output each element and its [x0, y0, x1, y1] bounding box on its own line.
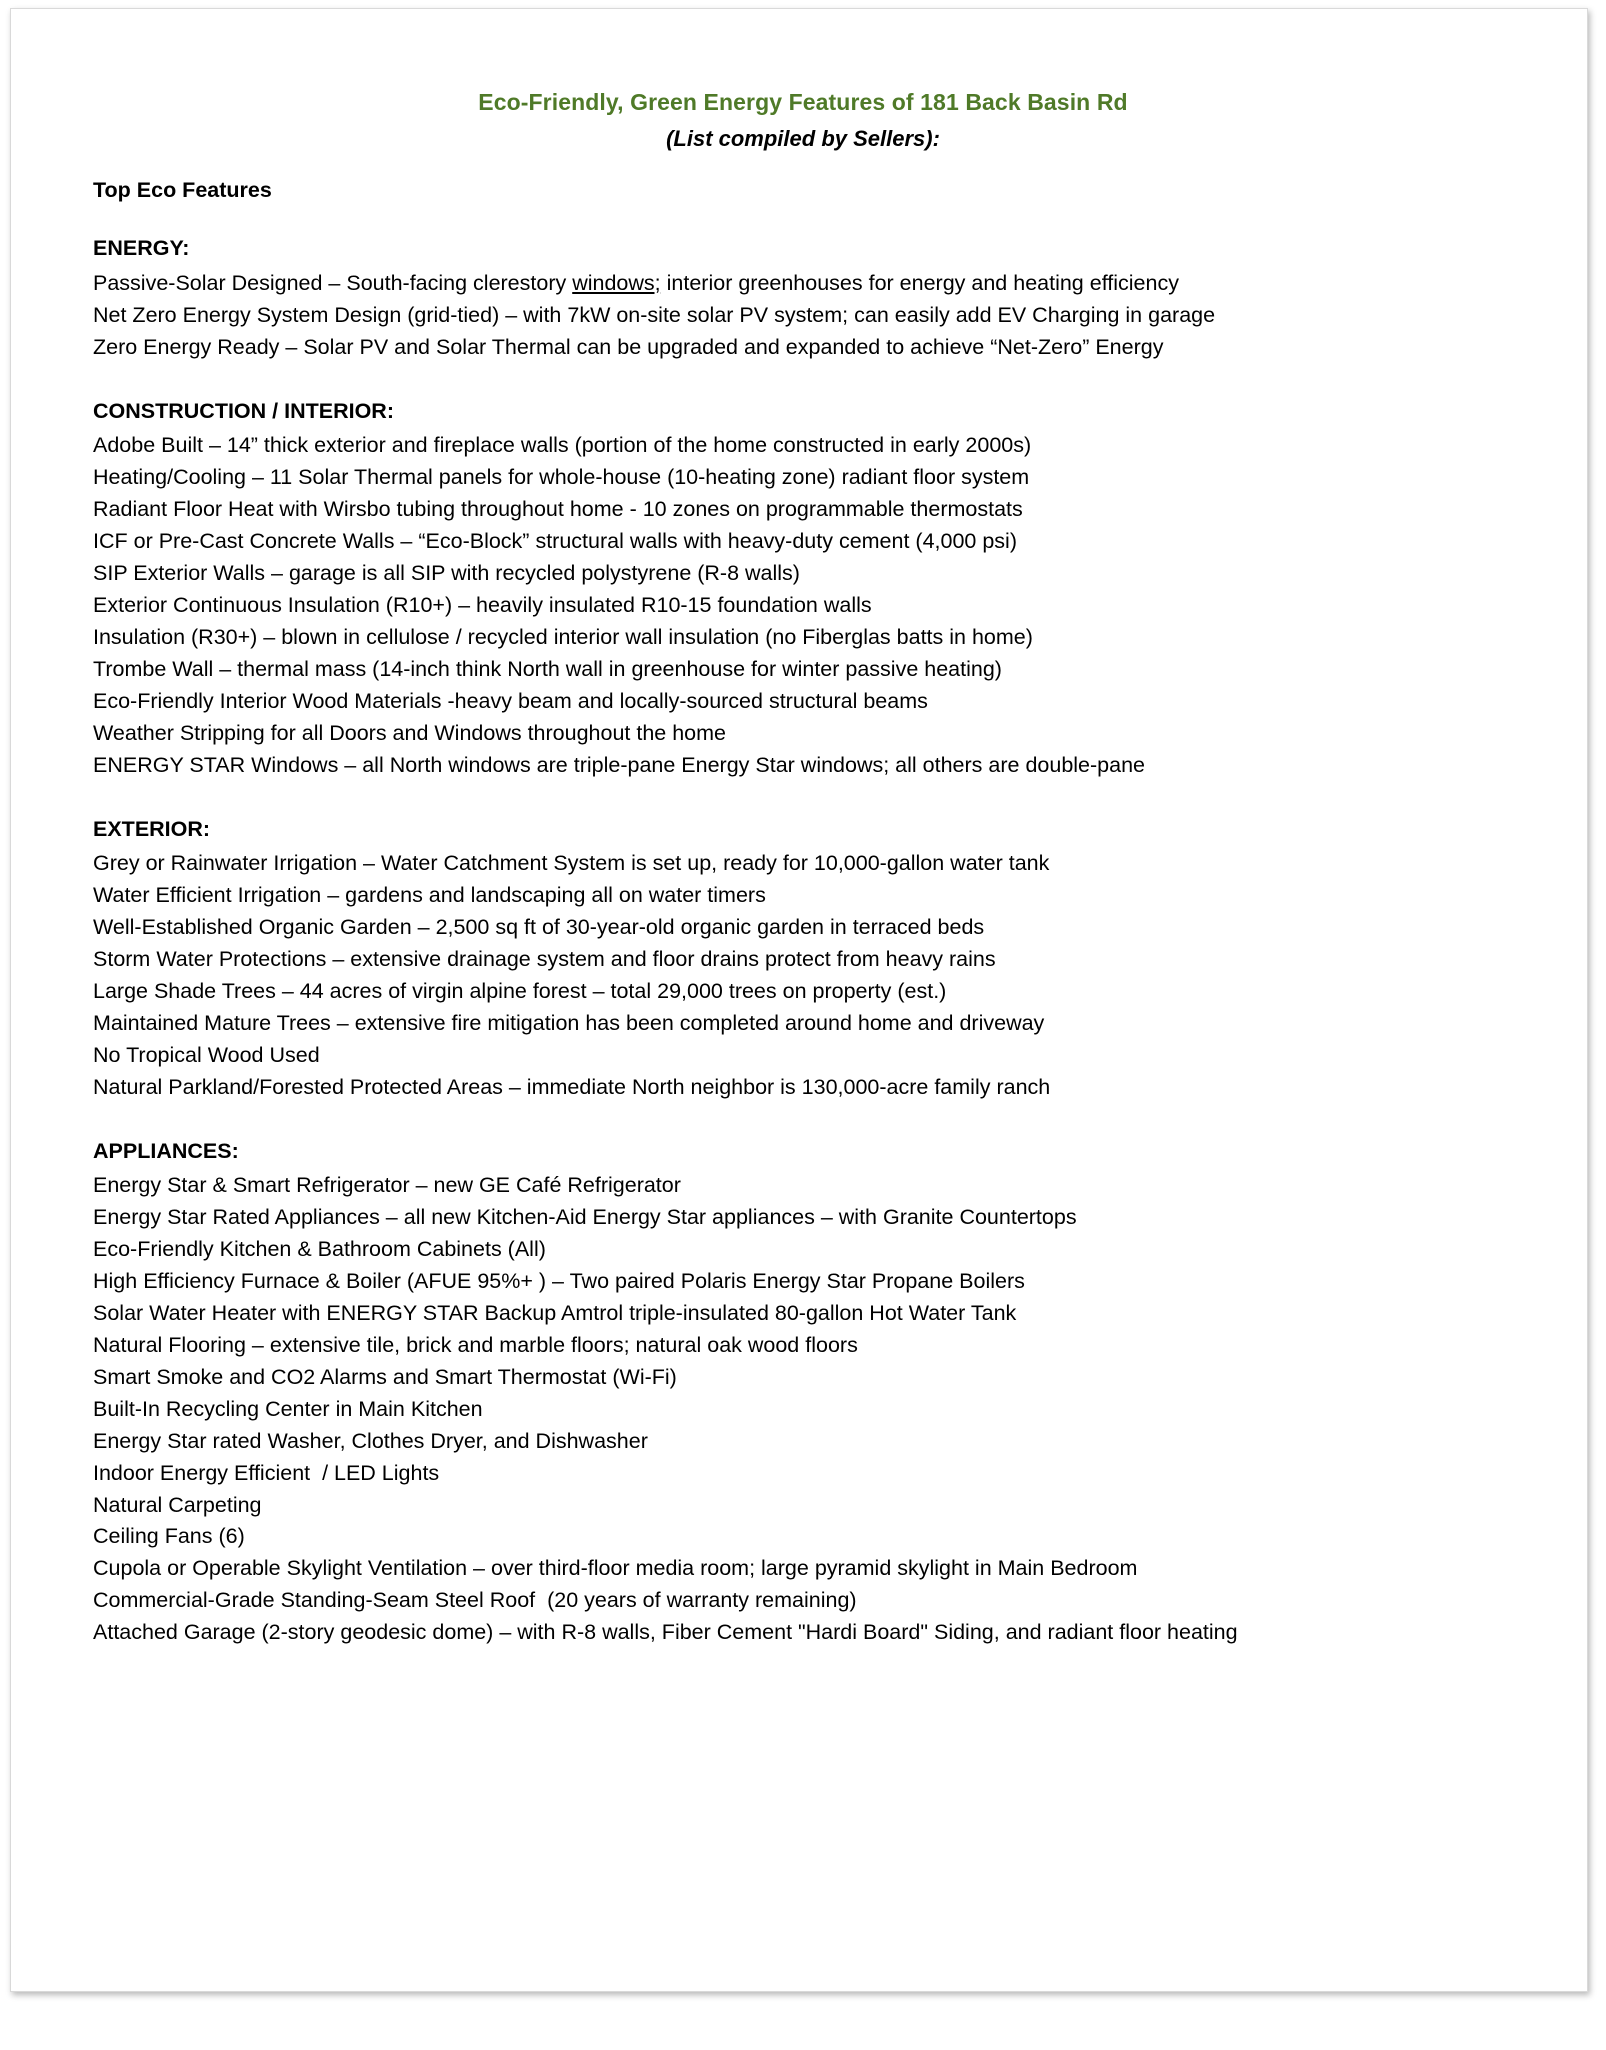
page-subtitle: (List compiled by Sellers): [666, 125, 940, 151]
feature-line: ENERGY STAR Windows – all North windows are triple-pane Energy Star windows; all others are double-pane [93, 752, 1145, 777]
feature-line: Zero Energy Ready – Solar PV and Solar Thermal can be upgraded and expanded to achieve “Net-Zero” Energy [93, 334, 1164, 359]
section-heading: EXTERIOR: [93, 816, 211, 841]
lead-heading: Top Eco Features [93, 177, 272, 202]
feature-line: Smart Smoke and CO2 Alarms and Smart Thermostat (Wi-Fi) [93, 1364, 677, 1389]
feature-line: Well-Established Organic Garden – 2,500 sq ft of 30-year-old organic garden in terraced beds [93, 915, 985, 940]
feature-line-text-tail: interior greenhouses for energy and heating efficiency [660, 270, 1179, 295]
feature-line: Net Zero Energy System Design (grid-tied) – with 7kW on-site solar PV system; can easily add EV Charging in garage [93, 302, 1216, 327]
feature-line: Ceiling Fans (6) [93, 1524, 245, 1549]
feature-line: Grey or Rainwater Irrigation – Water Catchment System is set up, ready for 10,000-gallon water tank [93, 851, 1050, 876]
document-body [93, 87, 1513, 1649]
feature-line: Solar Water Heater with ENERGY STAR Backup Amtrol triple-insulated 80-gallon Hot Water Tank [93, 1301, 1017, 1326]
feature-line: Large Shade Trees – 44 acres of virgin alpine forest – total 29,000 trees on property (est.) [93, 978, 947, 1003]
feature-line: Water Efficient Irrigation – gardens and landscaping all on water timers [93, 883, 766, 908]
section-heading: CONSTRUCTION / INTERIOR: [93, 399, 394, 424]
feature-line: Energy Star Rated Appliances – all new Kitchen-Aid Energy Star appliances – with Granite Countertops [93, 1205, 1077, 1230]
feature-line: Trombe Wall – thermal mass (14-inch think North wall in greenhouse for winter passive heating) [93, 656, 1002, 681]
feature-line: Attached Garage (2-story geodesic dome) – with R-8 walls, Fiber Cement "Hardi Board" Siding, and radiant floor heating [93, 1620, 1238, 1645]
feature-line: Eco-Friendly Interior Wood Materials -heavy beam and locally-sourced structural beams [93, 688, 928, 713]
feature-line: SIP Exterior Walls – garage is all SIP with recycled polystyrene (R-8 walls) [93, 561, 800, 586]
sections-container [93, 234, 1513, 1648]
feature-line: Heating/Cooling – 11 Solar Thermal panels for whole-house (10-heating zone) radiant floor system [93, 465, 1030, 490]
feature-line: No Tropical Wood Used [93, 1042, 320, 1067]
document-section [93, 1137, 1513, 1649]
feature-line: Cupola or Operable Skylight Ventilation – over third-floor media room; large pyramid skylight in Main Bedroom [93, 1556, 1138, 1581]
feature-line: Insulation (R30+) – blown in cellulose / recycled interior wall insulation (no Fiberglas batts in home) [93, 624, 1033, 649]
document-section [93, 234, 1513, 363]
feature-line: Maintained Mature Trees – extensive fire mitigation has been completed around home and driveway [93, 1010, 1045, 1035]
document-section [93, 397, 1513, 781]
feature-line: Natural Flooring – extensive tile, brick and marble floors; natural oak wood floors [93, 1333, 858, 1357]
feature-line: Adobe Built – 14” thick exterior and fireplace walls (portion of the home constructed in early 2000s) [93, 433, 1032, 458]
paper-sheet [10, 8, 1588, 1992]
feature-line: Storm Water Protections – extensive drainage system and floor drains protect from heavy rains [93, 947, 996, 972]
feature-line: Built-In Recycling Center in Main Kitchen [93, 1396, 483, 1421]
underlined-text: windows; [572, 270, 661, 295]
feature-line: Natural Carpeting [93, 1492, 262, 1517]
document-section [93, 815, 1513, 1103]
feature-line: Weather Stripping for all Doors and Windows throughout the home [93, 720, 727, 745]
feature-line: Indoor Energy Efficient / LED Lights [93, 1460, 440, 1485]
feature-line-text: Passive-Solar Designed – South-facing clerestory [93, 270, 573, 295]
feature-line: Natural Parkland/Forested Protected Areas – immediate North neighbor is 130,000-acre family ranch [93, 1074, 1051, 1099]
feature-line: Radiant Floor Heat with Wirsbo tubing throughout home - 10 zones on programmable thermostats [93, 497, 1023, 522]
feature-line: High Efficiency Furnace & Boiler (AFUE 95%+ ) – Two paired Polaris Energy Star Propane Boilers [93, 1269, 1025, 1294]
feature-line: Exterior Continuous Insulation (R10+) – heavily insulated R10-15 foundation walls [93, 592, 872, 617]
feature-line: ICF or Pre-Cast Concrete Walls – “Eco-Block” structural walls with heavy-duty cement (4,000 psi) [93, 529, 1017, 554]
page-title: Eco-Friendly, Green Energy Features of 181 Back Basin Rd [478, 89, 1128, 115]
feature-line: Eco-Friendly Kitchen & Bathroom Cabinets (All) [93, 1237, 546, 1262]
feature-line: Energy Star & Smart Refrigerator – new GE Café Refrigerator [93, 1173, 681, 1198]
section-heading: APPLIANCES: [93, 1139, 239, 1164]
feature-line: Commercial-Grade Standing-Seam Steel Roof (20 years of warranty remaining) [93, 1588, 857, 1613]
section-heading: ENERGY: [93, 236, 190, 261]
feature-line: Energy Star rated Washer, Clothes Dryer, and Dishwasher [93, 1428, 648, 1453]
feature-line [93, 267, 1513, 299]
